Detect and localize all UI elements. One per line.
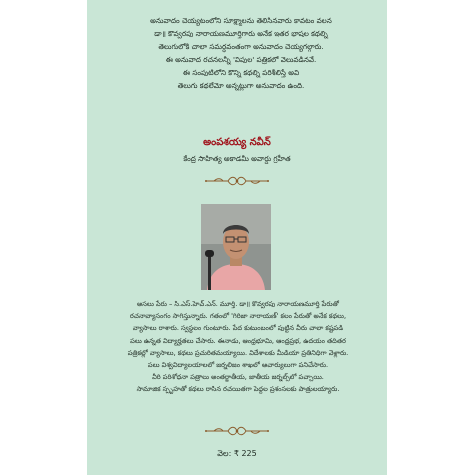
author-bio	[97, 298, 379, 396]
bio-line: పలు విశ్వవిద్యాలయాలలో జర్నలిజం శాఖలో ఆచార్యులుగా పనిచేసారు.	[147, 361, 329, 370]
bio-line: సామాజిక స్పృహతో కథలు రాసిన రచయితగా పెద్దల ప్రశంసలకు పాత్రులయ్యారు.	[136, 385, 340, 394]
bio-line: రచనావ్యాసంగం సాగిస్తున్నారు. గతంలో 'గిరిజా నారాయణ్' కలం పేరుతో అనేక కథలు,	[129, 312, 347, 321]
intro-line: అనువాదం చెయ్యటంలోని సూక్ష్మాలను తెలిసినవారు కావటం వలన	[150, 16, 332, 25]
bio-line: పలు ఉన్నత విద్యార్హతలు చేసారు. ఈనాడు, ఆంధ్రభూమి, ఆంధ్రప్రభ, ఉదయం తదితర	[130, 336, 346, 345]
intro-line: తెలుగు కథలేమో అన్నట్లుగా అనువాదం ఉంది.	[177, 81, 305, 90]
author-photo	[201, 204, 271, 290]
flourish-ornament-bottom	[204, 425, 270, 437]
intro-line: తెలుగులోకి చాలా సమర్థవంతంగా అనువాదం చెయ్యగల్గారు.	[158, 42, 324, 51]
intro-line: ఈ సంపుటిలోని కొన్ని కథల్ని పరిశీలిస్తే అవి	[182, 68, 300, 77]
reviewer-award: కేంద్ర సాహిత్య అకాడమీ అవార్డు గ్రహీత	[183, 154, 291, 163]
price-label: వెల: ₹ 225	[217, 449, 257, 458]
bio-line: పత్రికల్లో వ్యాసాలు, కథలు ప్రచురితమయ్యాయి. విదేశాలకు మీడియా ప్రతినిధిగా వెళ్లారు.	[127, 348, 349, 357]
intro-line: ఈ అనువాద రచనలన్నీ 'విపుల' పత్రికలో వెలువడినవే.	[165, 55, 317, 64]
reviewer-name: అంపశయ్య నవీన్	[203, 137, 271, 148]
intro-paragraph	[107, 14, 375, 92]
flourish-ornament-top	[204, 175, 270, 187]
bio-line: అసలు పేరు – సి.ఎస్.హెచ్.ఎన్. మూర్తి. డా॥ కొవ్వరపు నారాయణమూర్తి పేరుతో	[137, 300, 339, 308]
bio-line: వీరి పరిశోధనా పత్రాలు అంతర్జాతీయ, జాతీయ జర్నల్స్‌లో పచ్చాయి.	[152, 373, 324, 382]
bio-line: వ్యాసాలు రాశారు. స్వస్థలం గుంటూరు. పేద కుటుంబంలో పుట్టిన వీరు చాలా కష్టపడి	[132, 324, 344, 333]
intro-line: డా॥ కొవ్వరపు నారాయణమూర్తిగారు అనేక ఇతర భాషల కథల్ని	[154, 29, 328, 38]
book-back-cover	[87, 0, 387, 475]
